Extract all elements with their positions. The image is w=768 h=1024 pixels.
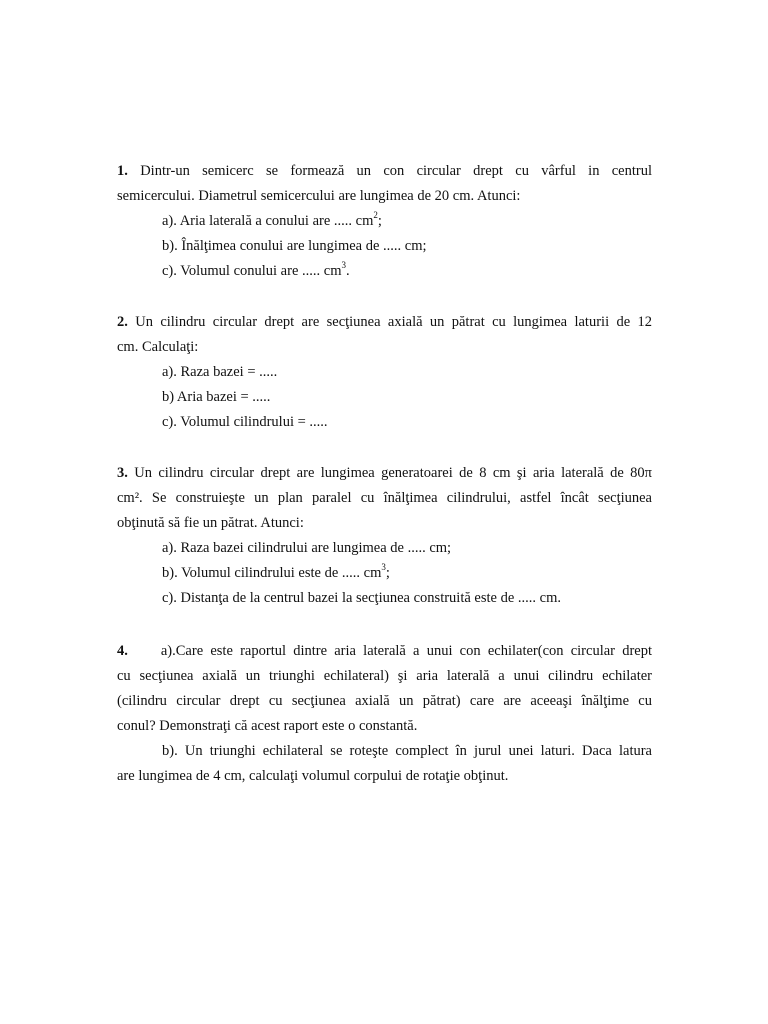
- problem-3-item-c: c). Distanţa de la centrul bazei la secţiunea construită este de ..... cm.: [162, 590, 561, 606]
- problem-1-line-1: 1. Dintr-un semicerc se formează un con circular drept cu vârful in centrul: [117, 163, 653, 179]
- problem-4: [117, 639, 652, 789]
- problem-1: [117, 159, 652, 284]
- problem-2-item-a: a). Raza bazei = .....: [162, 364, 278, 380]
- problem-number: 1.: [117, 163, 128, 179]
- problem-2-item-b: b) Aria bazei = .....: [162, 389, 271, 405]
- problem-2-line-2: cm. Calculaţi:: [117, 339, 199, 355]
- problem-1-item-c: c). Volumul conului are ..... $cm^3$.: [162, 260, 350, 279]
- problem-3-line-1: 3. Un cilindru circular drept are lungimea generatoarei de 8 cm şi aria laterală de 80π: [117, 465, 653, 481]
- problem-3: [117, 461, 652, 611]
- problem-4-line-6: are lungimea de 4 cm, calculaţi volumul corpului de rotaţie obţinut.: [117, 768, 509, 784]
- problem-3-item-b: b). Volumul cilindrului este de ..... $cm^3$;: [162, 562, 390, 581]
- problem-3-item-a: a). Raza bazei cilindrului are lungimea de ..... cm;: [162, 540, 452, 556]
- problem-4-line-4: conul? Demonstraţi că acest raport este o constantă.: [117, 718, 418, 734]
- problem-3-line-2: cm². Se construieşte un plan paralel cu înălţimea cilindrului, astfel încât secţiunea: [117, 490, 652, 506]
- problem-number: 2.: [117, 314, 128, 330]
- problem-1-item-a: a). Aria laterală a conului are ..... $cm^2$;: [162, 210, 382, 229]
- problem-4-line-1: 4. a).Care este raportul dintre aria laterală a unui con echilater(con circular drept: [117, 643, 652, 659]
- problem-2: [117, 310, 652, 435]
- problem-2-item-c: c). Volumul cilindrului = .....: [162, 414, 328, 430]
- problem-number: 3.: [117, 465, 128, 481]
- problem-2-line-1: 2. Un cilindru circular drept are secţiunea axială un pătrat cu lungimea laturii de 12: [117, 314, 653, 330]
- problem-4-line-2: cu secţiunea axială un triunghi echilateral) şi aria laterală a unui cilindru echilater: [117, 668, 652, 684]
- problem-4-line-3: (cilindru circular drept cu secţiunea axială un pătrat) care are aceeaşi înălţime cu: [117, 693, 652, 709]
- problem-1-item-b: b). Înălţimea conului are lungimea de ..... cm;: [162, 238, 427, 254]
- problem-3-line-3: obţinută să fie un pătrat. Atunci:: [117, 515, 304, 531]
- problem-number: 4.: [117, 643, 128, 659]
- problem-4-line-5: b). Un triunghi echilateral se roteşte complect în jurul unei laturi. Daca latura: [162, 743, 652, 759]
- problem-1-line-2: semicercului. Diametrul semicercului are lungimea de 20 cm. Atunci:: [117, 188, 521, 204]
